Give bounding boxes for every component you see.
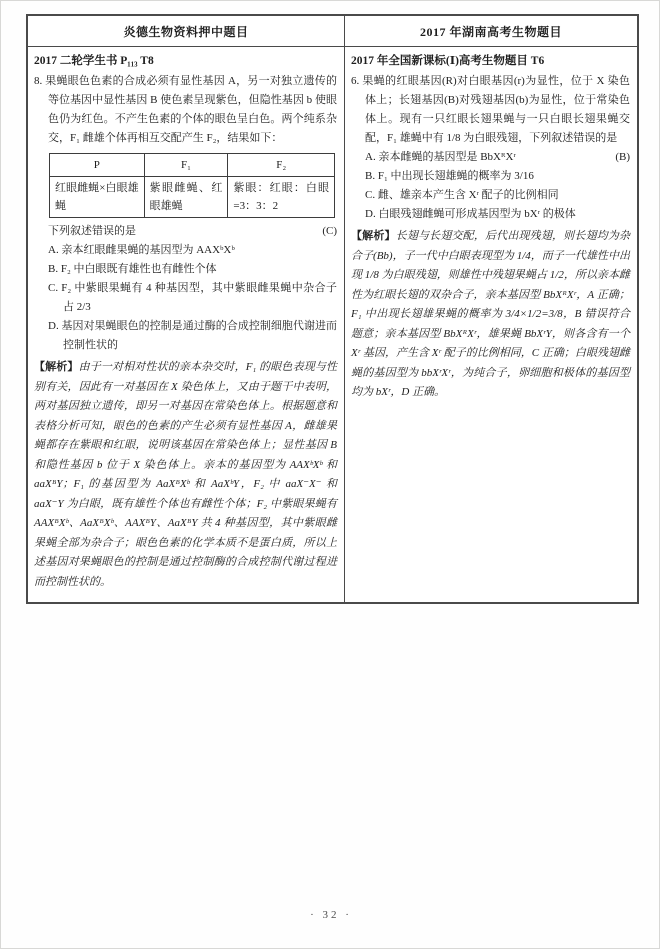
- option-item: A. 亲本雌蝇的基因型是 BbXᴿXʳ: [365, 151, 516, 163]
- option-item: C. F₂ 中紫眼果蝇有 4 种基因型，其中紫眼雌果蝇中杂合子占 2/3: [48, 282, 337, 313]
- header-left-title: 炎德生物资料押中题目: [28, 16, 345, 47]
- page-number: · 32 ·: [310, 909, 352, 921]
- cross-table-header-f2: F₂: [228, 154, 335, 177]
- left-analysis-text: 由于一对相对性状的亲本杂交时，F₁ 的眼色表现与性别有关，因此有一对基因在 X 染色体上，又由于题干中表明，两对基因独立遗传，即另一对基因在常染色体上。根据题意和表格分析可知，眼色的色素的产生必须有显性基因 A，雌雄果蝇都存在紫眼和红眼，说明该基因在常染色体上；显性基因 B 和隐性基因 b 位于 X 染色体上。亲本的基因型为 AAXᵇXᵇ 和 aaXᴮY；F₁ 的基因型为 AaXᴮXᵇ 和 AaXᵇY，F₂ 中 aaX⁻X⁻ 和 aaX⁻Y 为白眼，既有雄性个体也有雌性个体；F₂ 中紫眼果蝇有 AAXᴮXᵇ、AaXᴮXᵇ、AAXᴮY、AaXᴮY 共 4 种基因型，其中紫眼雌果蝇全部为杂合子；眼色色素的化学本质不是蛋白质，所以上述基因对果蝇眼色的控制是通过控制酶的合成控制代谢过程进而控制性状的。: [34, 361, 338, 588]
- right-section-subtitle: 2017 年全国新课标(Ⅰ)高考生物题目 T6: [351, 55, 545, 67]
- option-item: C. 雌、雄亲本产生含 Xʳ 配子的比例相同: [365, 189, 559, 201]
- left-question-text: 8. 果蝇眼色色素的合成必须有显性基因 A，另一对独立遗传的等位基因中显性基因 B 使色素呈现紫色，但隐性基因 b 使眼色仍为红色。不产生色素的个体的眼色呈白色。两个纯系杂交，F₁ 雌雄个体再相互交配产生 F₂，结果如下：: [34, 75, 337, 144]
- left-column: [28, 47, 345, 602]
- cross-table-cell-f1: 紫眼雌蝇、红眼雄蝇: [144, 177, 228, 218]
- cross-table-cell-f2: 紫眼：红眼：白眼=3：3：2: [228, 177, 335, 218]
- cross-table-data-row: [50, 177, 335, 218]
- cross-table-header-f1: F₁: [144, 154, 228, 177]
- cross-table-header-row: [50, 154, 335, 177]
- cross-table: [49, 153, 335, 218]
- left-section-subtitle: 2017 二轮学生书 P₁₁₃ T8: [34, 55, 154, 67]
- option-item: D. 基因对果蝇眼色的控制是通过酶的合成控制细胞代谢进而控制性状的: [48, 320, 337, 351]
- left-answer-letter: (C): [322, 225, 337, 237]
- analysis-label: 【解析】: [34, 361, 79, 373]
- right-analysis: [351, 227, 630, 403]
- left-stem-text: 下列叙述错误的是: [48, 225, 136, 237]
- option-item: B. F₂ 中白眼既有雄性也有雌性个体: [48, 263, 217, 275]
- right-column: [345, 47, 637, 602]
- right-options-list: [351, 148, 630, 224]
- option-item: D. 白眼残翅雌蝇可形成基因型为 bXʳ 的极体: [365, 208, 576, 220]
- right-analysis-text: 长翅与长翅交配，后代出现残翅，则长翅均为杂合子(Bb)，子一代中白眼表现型为 1/4，而子一代雄性中出现 1/8 为白眼残翅，则雄性中残翅果蝇占 1/2，所以亲本雌性为红眼长翅的双杂合子，亲本基因型 BbXᴿXʳ，A 正确；F₁ 中出现长翅雄果蝇的概率为 3/4×1/2=3/8，B 错误符合题意；亲本基因型 BbXᴿXʳ，雄果蝇 BbXʳY，则各含有一个 Xʳ 基因，产生含 Xʳ 配子的比例相同，C 正确；白眼残翅雌蝇的基因型为 bbXʳXʳ，为纯合子，卵细胞和极体的基因型均为 bXʳ，D 正确。: [351, 230, 631, 398]
- cross-table-cell-p: 红眼雌蝇×白眼雄蝇: [50, 177, 145, 218]
- left-question-stem: [48, 222, 337, 241]
- left-analysis: [34, 358, 337, 592]
- comparison-table: [26, 14, 639, 604]
- analysis-label: 【解析】: [351, 230, 396, 242]
- right-answer-letter: (B): [615, 151, 630, 163]
- right-question-body: 6. 果蝇的红眼基因(R)对白眼基因(r)为显性，位于 X 染色体上；长翅基因(B)对残翅基因(b)为显性，位于常染色体上。现有一只红眼长翅果蝇与一只白眼长翅果蝇交配，F₁ 雄蝇中有 1/8 为白眼残翅，下列叙述错误的是: [351, 75, 630, 144]
- option-item: B. F₁ 中出现长翅雄蝇的概率为 3/16: [365, 170, 534, 182]
- option-item: A. 亲本红眼雌果蝇的基因型为 AAXᵇXᵇ: [48, 244, 235, 256]
- header-right-title: 2017 年湖南高考生物题目: [345, 16, 637, 47]
- cross-table-header-p: P: [50, 154, 145, 177]
- left-options-list: [34, 241, 337, 355]
